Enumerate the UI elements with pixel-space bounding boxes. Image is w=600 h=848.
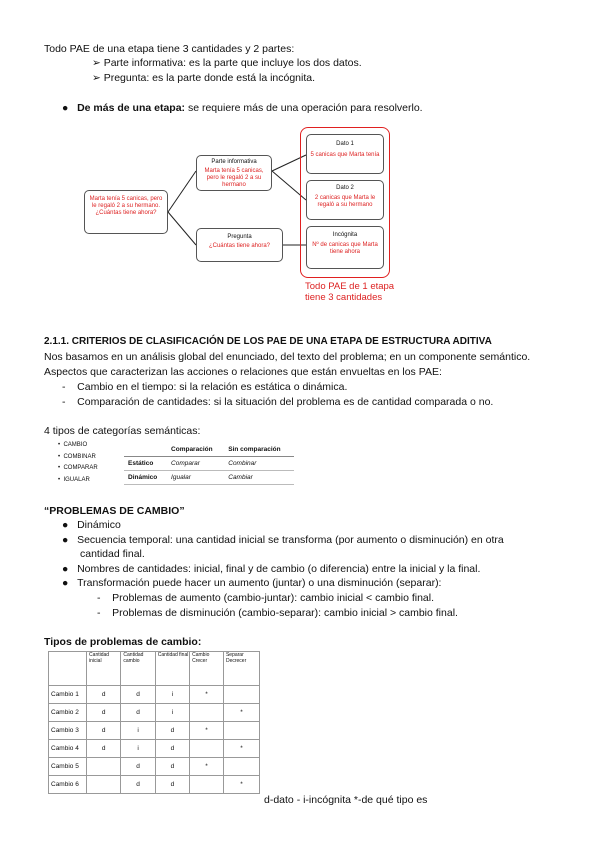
cambio-bullet-text: Transformación puede hacer un aumento (juntar) o una disminución (separar): (77, 577, 442, 589)
table-cell: Cambio 6 (49, 776, 87, 794)
cambio-heading: “PROBLEMAS DE CAMBIO” (44, 505, 185, 517)
table-row (124, 457, 294, 471)
intro-bullet-info: ➢ Parte informativa: es la parte que incluye los dos datos. (92, 57, 362, 69)
table-cell: i (121, 740, 155, 758)
table-cell: d (121, 776, 155, 794)
cambio-bullet-text: Secuencia temporal: una cantidad inicial se transforma (por aumento o disminución) en otra (77, 534, 504, 546)
section-p1: Nos basamos en un análisis global del enunciado, del texto del problema; en un componente semántico. (44, 351, 531, 363)
table-cell (87, 758, 121, 776)
table-cell: * (190, 758, 224, 776)
table-cell: d (121, 704, 155, 722)
cambio-sub-text: Problemas de disminución (cambio-separar): cambio inicial > cambio final. (112, 607, 458, 619)
table-cell: Combinar (224, 457, 294, 471)
table-cell: Sin comparación (224, 443, 294, 457)
question-title: Pregunta (227, 234, 252, 240)
section-item-2-text: Comparación de cantidades: si la situación del problema es de cantidad comparada o no. (77, 396, 494, 408)
cambio-bullet-text: Dinámico (77, 519, 121, 531)
tipos-table (48, 651, 260, 794)
cambio-sub-item: - Problemas de aumento (cambio-juntar): cambio inicial < cambio final. (97, 592, 435, 604)
table-cell: i (121, 722, 155, 740)
cambio-bullet-text: Nombres de cantidades: inicial, final y de cambio (o diferencia) entre la inicial y la final. (77, 563, 481, 575)
connector-problem-question (168, 212, 196, 245)
cambio-bullet-continuation: cantidad final. (80, 548, 145, 560)
categories-list (58, 440, 98, 486)
table-header-row (124, 443, 294, 457)
incognita-title: Incógnita (332, 232, 358, 238)
table-cell (49, 652, 87, 686)
table-cell: Estático (124, 457, 167, 471)
table-cell (190, 704, 224, 722)
info-box (196, 155, 272, 191)
table-cell: * (190, 722, 224, 740)
table-cell: Cambio 3 (49, 722, 87, 740)
dash: - (62, 396, 78, 408)
table-cell: Cambio 5 (49, 758, 87, 776)
dato2-title: Dato 2 (336, 185, 354, 191)
categories-title: 4 tipos de categorías semánticas: (44, 425, 201, 437)
dato2-box (306, 180, 384, 220)
diagram-caption: Todo PAE de 1 etapa tiene 3 cantidades (305, 281, 395, 303)
table-cell (223, 758, 259, 776)
table-cell: d (155, 776, 189, 794)
dato2-text: 2 canicas que Marta le regaló a su hermano (314, 195, 376, 208)
table-cell: d (121, 758, 155, 776)
table-cell: * (223, 740, 259, 758)
multi-stage-text: se requiere más de una operación para resolverlo. (185, 102, 423, 114)
table-cell: d (87, 722, 121, 740)
table-cell: d (87, 740, 121, 758)
table-cell: d (155, 722, 189, 740)
table-cell: i (155, 686, 189, 704)
dash: - (62, 381, 78, 393)
table-cell (124, 443, 167, 457)
section-item-1-text: Cambio en el tiempo: si la relación es estática o dinámica. (77, 381, 348, 393)
table-cell (223, 686, 259, 704)
table-cell: Cantidad cambio (121, 652, 155, 686)
table-cell: Cantidad final (155, 652, 189, 686)
table-cell: d (87, 686, 121, 704)
question-box (196, 228, 283, 262)
tipos-heading: Tipos de problemas de cambio: (44, 636, 202, 648)
category-item: • IGUALAR (58, 476, 90, 483)
table-cell: * (223, 776, 259, 794)
table-cell: d (121, 686, 155, 704)
section-item-1 (62, 380, 347, 394)
table-row (49, 740, 260, 758)
table-cell (87, 776, 121, 794)
section-item-2 (62, 395, 493, 409)
incognita-box (306, 226, 384, 269)
section-p2: Aspectos que caracterizan las acciones o relaciones que están envueltas en los PAE: (44, 366, 442, 378)
section-heading: 2.1.1. CRITERIOS DE CLASIFICACIÓN DE LOS PAE DE UNA ETAPA DE ESTRUCTURA ADITIVA (44, 336, 492, 347)
table-cell: * (190, 686, 224, 704)
table-cell: Cambio 4 (49, 740, 87, 758)
table-row (49, 722, 260, 740)
table-header-row (49, 652, 260, 686)
categories-table (124, 443, 294, 485)
table-row (49, 758, 260, 776)
cambio-bullet: ● Nombres de cantidades: inicial, final y de cambio (o diferencia) entre la inicial y la final. (62, 563, 481, 575)
table-cell: * (223, 704, 259, 722)
connector-problem-info (168, 171, 196, 212)
table-cell: Cantidad inicial (87, 652, 121, 686)
table-row (49, 686, 260, 704)
table-row (124, 471, 294, 485)
table-cell: Dinámico (124, 471, 167, 485)
info-title: Parte informativa (211, 159, 257, 165)
incognita-text: Nº de canicas que Marta tiene ahora (312, 242, 378, 255)
table-cell (190, 776, 224, 794)
table-cell: d (155, 758, 189, 776)
multi-stage-label: De más de una etapa: (77, 102, 186, 114)
question-text: ¿Cuántas tiene ahora? (208, 243, 271, 249)
problem-box (84, 190, 168, 234)
table-cell: Cambiar (224, 471, 294, 485)
cambio-bullet: ● Dinámico (62, 519, 121, 531)
category-item: • COMPARAR (58, 465, 98, 471)
table-cell: d (155, 740, 189, 758)
table-cell: d (87, 704, 121, 722)
cambio-bullet: ● Transformación puede hacer un aumento (juntar) o una disminución (separar): (62, 577, 442, 589)
cambio-bullet: ● Secuencia temporal: una cantidad inicial se transforma (por aumento o disminución) en otra (62, 534, 504, 546)
table-cell: Separar Decrecer (223, 652, 259, 686)
cambio-sub-text: Problemas de aumento (cambio-juntar): cambio inicial < cambio final. (112, 592, 435, 604)
table-cell: Cambio 2 (49, 704, 87, 722)
table-cell: Comparación (167, 443, 224, 457)
bullet-dot: ● (62, 102, 78, 114)
table-row (49, 776, 260, 794)
info-text: Marta tenía 5 canicas, pero le regaló 2 a su hermano (204, 168, 264, 188)
table-cell: Comparar (167, 457, 224, 471)
intro-bullet-question: ➢ Pregunta: es la parte donde está la incógnita. (92, 72, 316, 84)
table-cell (190, 740, 224, 758)
dato1-text: 5 canicas que Marta tenía (310, 152, 380, 158)
dato1-title: Dato 1 (336, 141, 354, 147)
table-cell: Cambio Crecer (190, 652, 224, 686)
table-row (49, 704, 260, 722)
dato1-box (306, 134, 384, 174)
table-cell: i (155, 704, 189, 722)
tipos-legend: d-dato - i-incógnita *-de qué tipo es (264, 794, 428, 806)
table-cell (223, 722, 259, 740)
problem-text: Marta tenía 5 canicas, pero le regaló 2 a su hermano. ¿Cuántas tiene ahora? (89, 196, 163, 216)
cambio-sub-item: - Problemas de disminución (cambio-separar): cambio inicial > cambio final. (97, 607, 458, 619)
category-item: • COMBINAR (58, 453, 96, 460)
table-cell: Cambio 1 (49, 686, 87, 704)
intro-line: Todo PAE de una etapa tiene 3 cantidades y 2 partes: (44, 43, 295, 55)
category-item: • CAMBIO (58, 442, 88, 448)
table-cell: Igualar (167, 471, 224, 485)
